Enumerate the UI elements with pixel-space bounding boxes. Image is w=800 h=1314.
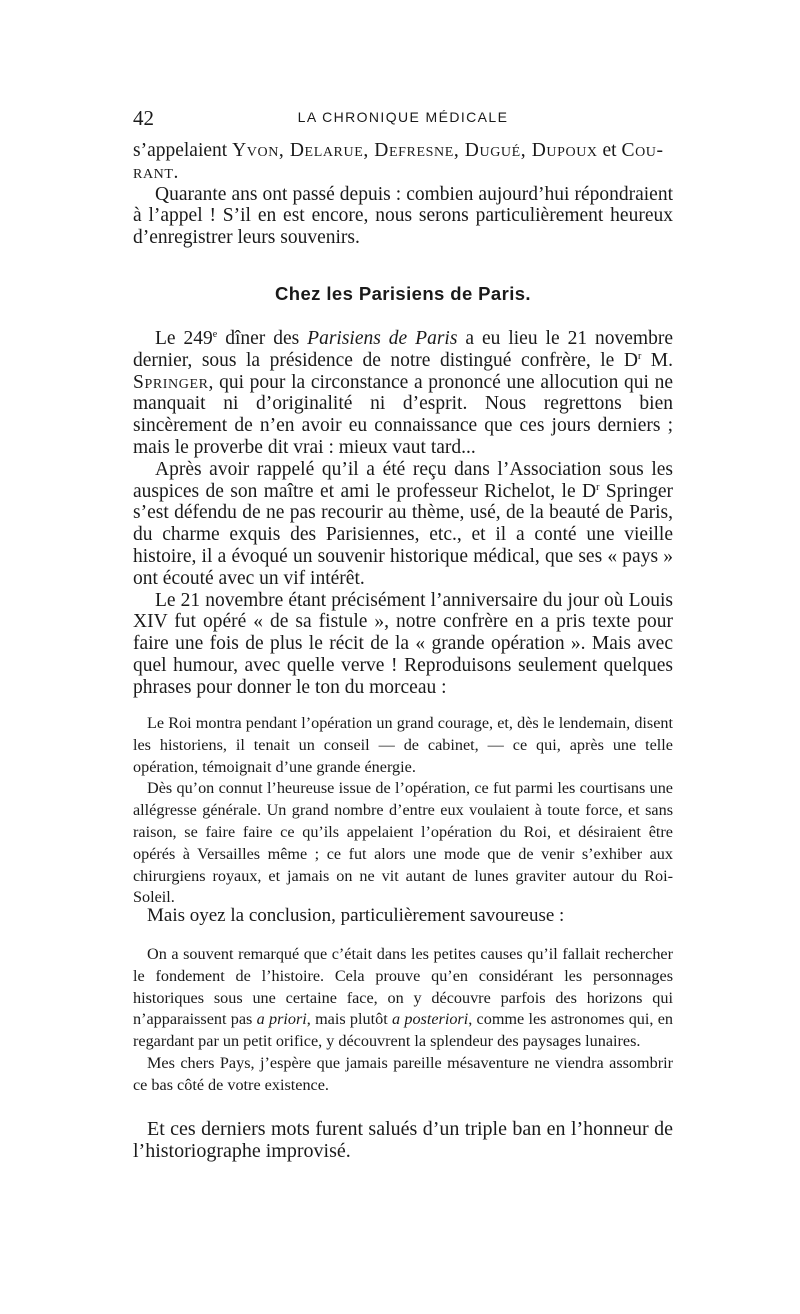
quote-2-paragraph-1: On a souvent remarqué que c’était dans les petites causes qu’il fallait rechercher le fondement de l’histoire. Cela prouve qu’en considérant les personnages historiques sous une certaine face, on y découvre parfois des horizons qui n’apparaissent pas a priori, mais plutôt a posteriori, comme les astronomes qui, en regardant par un petit orifice, y découvrent la splendeur des paysages lunaires. [133, 945, 673, 1051]
section-paragraph-2: Après avoir rappelé qu’il a été reçu dans l’Association sous les auspices de son maître et ami le professeur Richelot, le $D^r$ Springer s’est défendu de ne pas recourir au thème, usé, de la beauté de Paris, du charme exquis des Parisiennes, etc., et il a conté une vieille histoire, il a évoqué un souvenir historique médical, que ses « pays » ont écouté avec un vif intérêt. [133, 458, 673, 589]
closing-paragraph: Et ces derniers mots furent salués d’un triple ban en l’honneur de l’historiographe improvisé. [133, 1118, 673, 1162]
section-heading: Chez les Parisiens de Paris. [275, 283, 531, 304]
quote-2-paragraph-2: Mes chers Pays, j’espère que jamais pareille mésaventure ne viendra assombrir ce bas côté de votre existence. [133, 1053, 673, 1094]
quote-1-paragraph-2: Dès qu’on connut l’heureuse issue de l’opération, ce fut parmi les courtisans une allégresse générale. Un grand nombre d’entre eux voulaient à toute force, et sans raison, se faire faire ce qu’ils appelaient l’opération du Roi, et désiraient être opérés à Versailles même ; ce fut alors une mode que de venir s’exhiber aux chirurgiens royaux, et jamais on ne vit autant de lunes graviter autour du Roi-Soleil. [133, 779, 673, 907]
opening-paragraph-2: Quarante ans ont passé depuis : combien aujourd’hui répondraient à l’appel ! S’il en est encore, nous serons particulièrement heureux d’enregistrer leurs souvenirs. [133, 183, 673, 249]
quote-1-paragraph-1: Le Roi montra pendant l’opération un grand courage, et, dès le lendemain, disent les historiens, il tenait un conseil — de cabinet, — ce qui, après une telle opération, témoignait d’une grande énergie. [133, 714, 673, 776]
section-paragraph-3: Le 21 novembre étant précisément l’anniversaire du jour où Louis XIV fut opéré « de sa fistule », notre confrère en a pris texte pour faire une fois de plus le récit de la « grande opération ». Mais avec quel humour, avec quelle verve ! Reproduisons seulement quelques phrases pour donner le ton du morceau : [133, 589, 673, 698]
opening-block [133, 140, 673, 249]
names-list: Yvon, Delarue, Defresne, Dugué, Dupoux [232, 140, 598, 161]
transition-line: Mais oyez la conclusion, particulièrement savoureuse : [147, 905, 565, 926]
quotation-block-1 [133, 713, 673, 909]
section-body [133, 328, 673, 699]
opening-paragraph-1: s’appelaient Yvon, Delarue, Defresne, Dugué, Dupoux et Cou- rant. [133, 140, 664, 183]
page-number: 42 [133, 106, 154, 130]
page-header [133, 106, 673, 130]
running-title: LA CHRONIQUE MÉDICALE [297, 109, 509, 125]
quotation-block-2 [133, 944, 673, 1097]
section-paragraph-1: Le 249e dîner des Parisiens de Paris a eu lieu le 21 novembre dernier, sous la présidence de notre distingué confrère, le $D^r$ M. Springer, qui pour la circonstance a prononcé une allocution qui ne manquait ni d’originalité ni d’esprit. Nous regrettons bien sincèrement de n’en avoir eu connaissance que ces jours derniers ; mais le proverbe dit vrai : mieux vaut tard... [133, 328, 674, 458]
